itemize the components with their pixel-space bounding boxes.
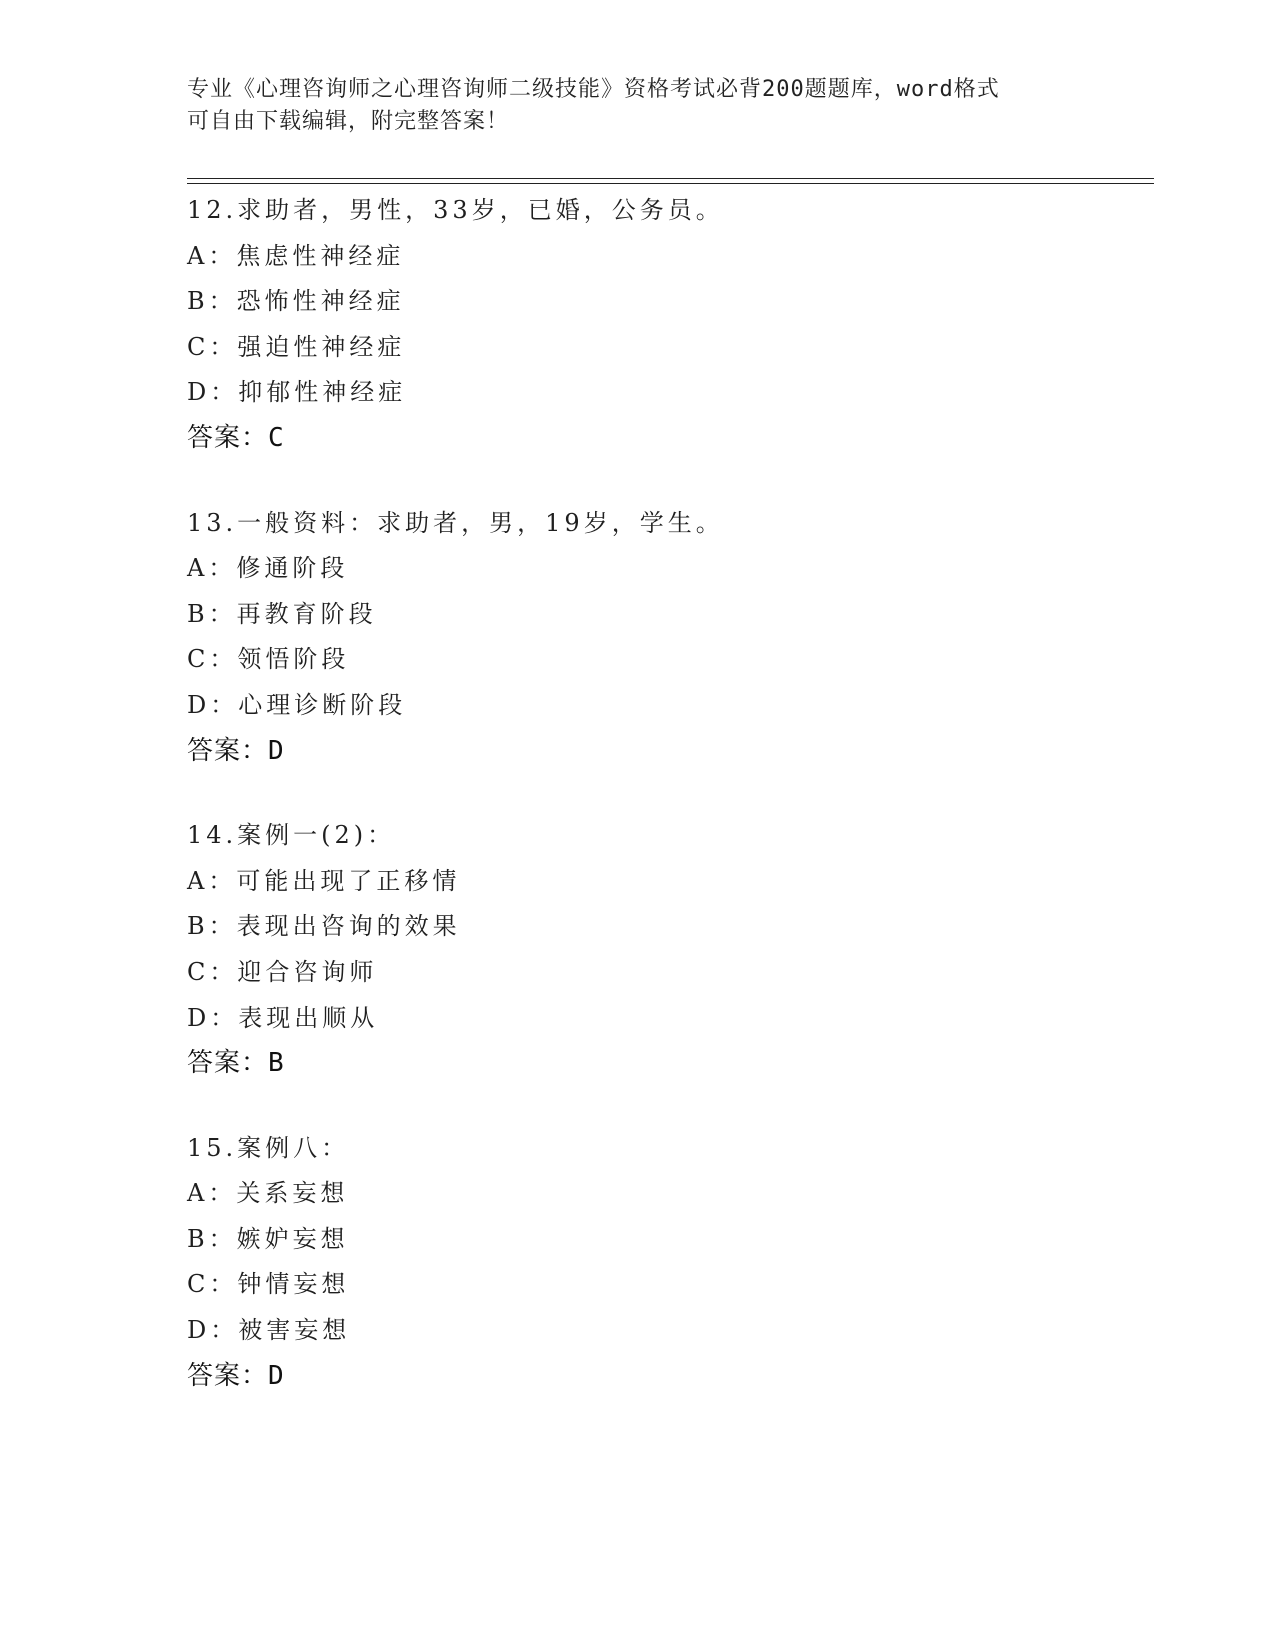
option-b: B：恐怖性神经症 bbox=[187, 287, 405, 316]
question-14 bbox=[187, 813, 1147, 1087]
question-12 bbox=[187, 188, 1147, 462]
answer-line: 答案：C bbox=[187, 422, 285, 453]
answer-line: 答案：B bbox=[187, 1048, 285, 1079]
header-line-1: 专业《心理咨询师之心理咨询师二级技能》资格考试必背200题题库，word格式 bbox=[187, 77, 1000, 102]
option-a: A：关系妄想 bbox=[187, 1179, 349, 1208]
question-15 bbox=[187, 1126, 1147, 1400]
question-list bbox=[187, 188, 1147, 1438]
header-line-2: 可自由下载编辑，附完整答案！ bbox=[187, 109, 510, 134]
question-stem: 14.案例一(2)： bbox=[187, 821, 396, 850]
option-b: B：表现出咨询的效果 bbox=[187, 912, 461, 941]
question-13 bbox=[187, 501, 1147, 775]
document-header bbox=[187, 74, 1087, 138]
option-c: C：钟情妄想 bbox=[187, 1270, 350, 1299]
option-a: A：可能出现了正移情 bbox=[187, 866, 461, 895]
question-stem: 12.求助者，男性，33岁，已婚，公务员。 bbox=[187, 196, 724, 224]
option-b: B：嫉妒妄想 bbox=[187, 1224, 349, 1253]
option-d: D：被害妄想 bbox=[187, 1316, 351, 1345]
answer-line: 答案：D bbox=[187, 735, 285, 766]
option-c: C：迎合咨询师 bbox=[187, 957, 378, 986]
option-a: A：修通阶段 bbox=[187, 554, 349, 583]
header-divider bbox=[187, 178, 1154, 184]
option-a: A：焦虑性神经症 bbox=[187, 241, 405, 270]
answer-line: 答案：D bbox=[187, 1360, 285, 1391]
question-stem: 15.案例八： bbox=[187, 1133, 350, 1162]
option-c: C：强迫性神经症 bbox=[187, 332, 406, 361]
option-d: D：抑郁性神经症 bbox=[187, 378, 407, 407]
option-d: D：心理诊断阶段 bbox=[187, 690, 407, 719]
option-d: D：表现出顺从 bbox=[187, 1003, 379, 1032]
question-stem: 13.一般资料：求助者，男，19岁，学生。 bbox=[187, 508, 724, 537]
option-b: B：再教育阶段 bbox=[187, 599, 377, 628]
option-c: C：领悟阶段 bbox=[187, 645, 350, 674]
